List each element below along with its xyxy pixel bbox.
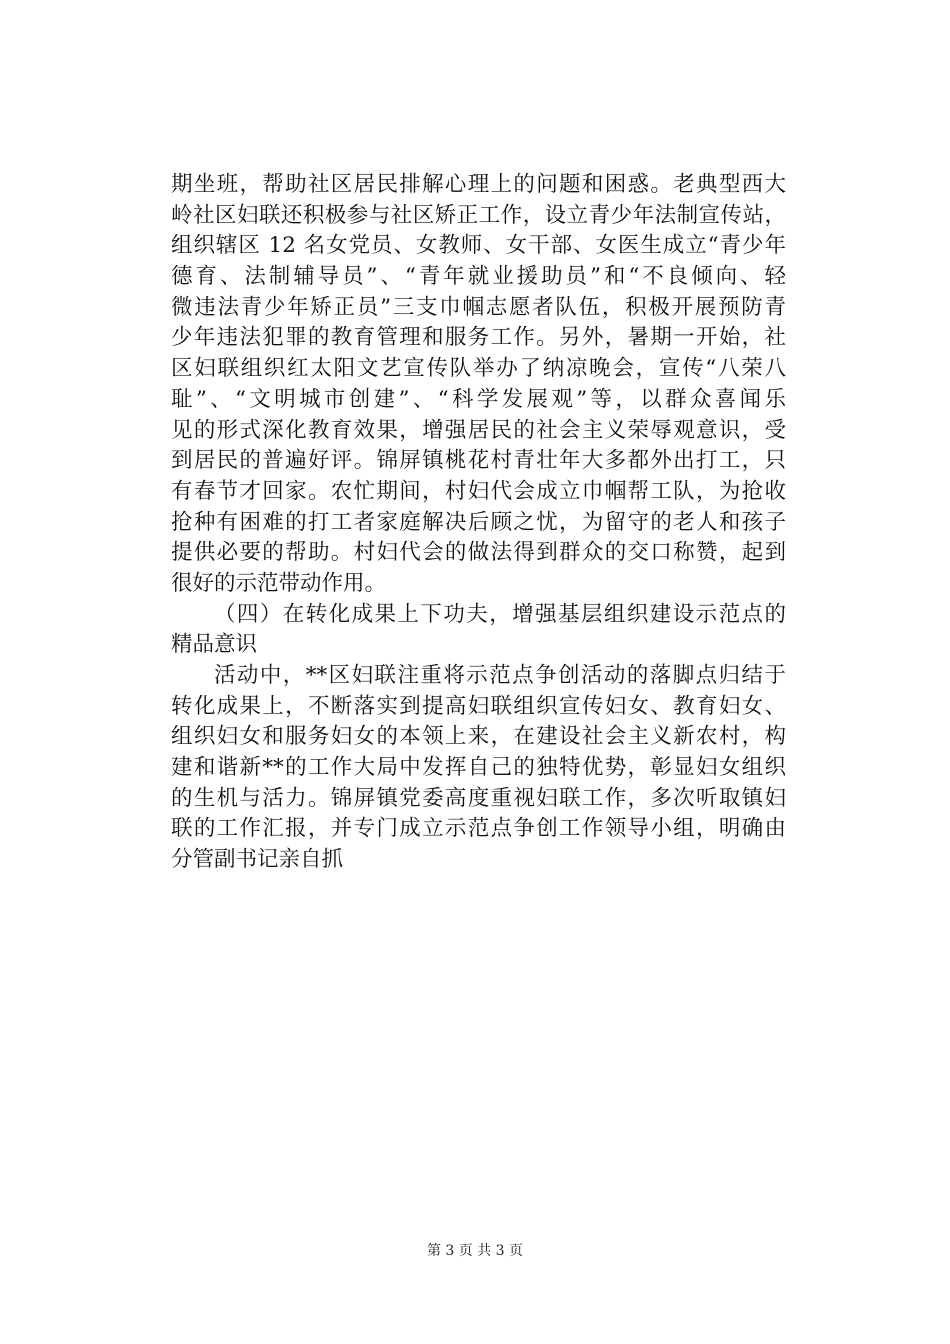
body-line: 有春节才回家。农忙期间，村妇代会成立巾帼帮工队，为抢收 <box>171 478 786 504</box>
body-line: 区妇联组织红太阳文艺宣传队举办了纳凉晚会，宣传“八荣八 <box>171 356 786 382</box>
body-line: 联的工作汇报，并专门成立示范点争创工作领导小组，明确由 <box>171 816 786 842</box>
body-line: 提供必要的帮助。村妇代会的做法得到群众的交口称赞，起到 <box>171 540 786 566</box>
body-line: 转化成果上，不断落实到提高妇联组织宣传妇女、教育妇女、 <box>171 693 786 719</box>
section-heading-line: （四）在转化成果上下功夫，增强基层组织建设示范点的 <box>214 601 786 627</box>
body-line: 岭社区妇联还积极参与社区矫正工作，设立青少年法制宣传站， <box>171 202 786 228</box>
body-line: 见的形式深化教育效果，增强居民的社会主义荣辱观意识，受 <box>171 417 786 443</box>
body-line: 活动中，**区妇联注重将示范点争创活动的落脚点归结于 <box>214 663 786 688</box>
body-line: 少年违法犯罪的教育管理和服务工作。另外，暑期一开始，社 <box>171 325 786 351</box>
body-line: 组织妇女和服务妇女的本领上来，在建设社会主义新农村，构 <box>171 724 786 750</box>
page-footer: 第 3 页 共 3 页 <box>426 1243 524 1259</box>
document-body <box>171 170 786 876</box>
body-line: 耻”、“文明城市创建”、“科学发展观”等，以群众喜闻乐 <box>171 386 786 412</box>
body-line: 组织辖区 12 名女党员、女教师、女干部、女医生成立“青少年 <box>171 233 786 259</box>
body-line: 德育、法制辅导员”、“青年就业援助员”和“不良倾向、轻 <box>171 264 786 290</box>
body-line: 的生机与活力。锦屏镇党委高度重视妇联工作，多次听取镇妇 <box>171 785 786 811</box>
body-line: 到居民的普遍好评。锦屏镇桃花村青壮年大多都外出打工，只 <box>171 448 786 474</box>
body-line: 建和谐新**的工作大局中发挥自己的独特优势，彰显妇女组织 <box>171 755 786 781</box>
body-line: 微违法青少年矫正员”三支巾帼志愿者队伍，积极开展预防青 <box>171 294 786 320</box>
body-line: 很好的示范带动作用。 <box>171 570 387 596</box>
section-heading-line: 精品意识 <box>171 632 258 658</box>
body-line: 抢种有困难的打工者家庭解决后顾之忧，为留守的老人和孩子 <box>171 509 786 535</box>
body-line: 分管副书记亲自抓 <box>171 847 344 873</box>
body-line: 期坐班，帮助社区居民排解心理上的问题和困惑。老典型西大 <box>171 172 786 197</box>
